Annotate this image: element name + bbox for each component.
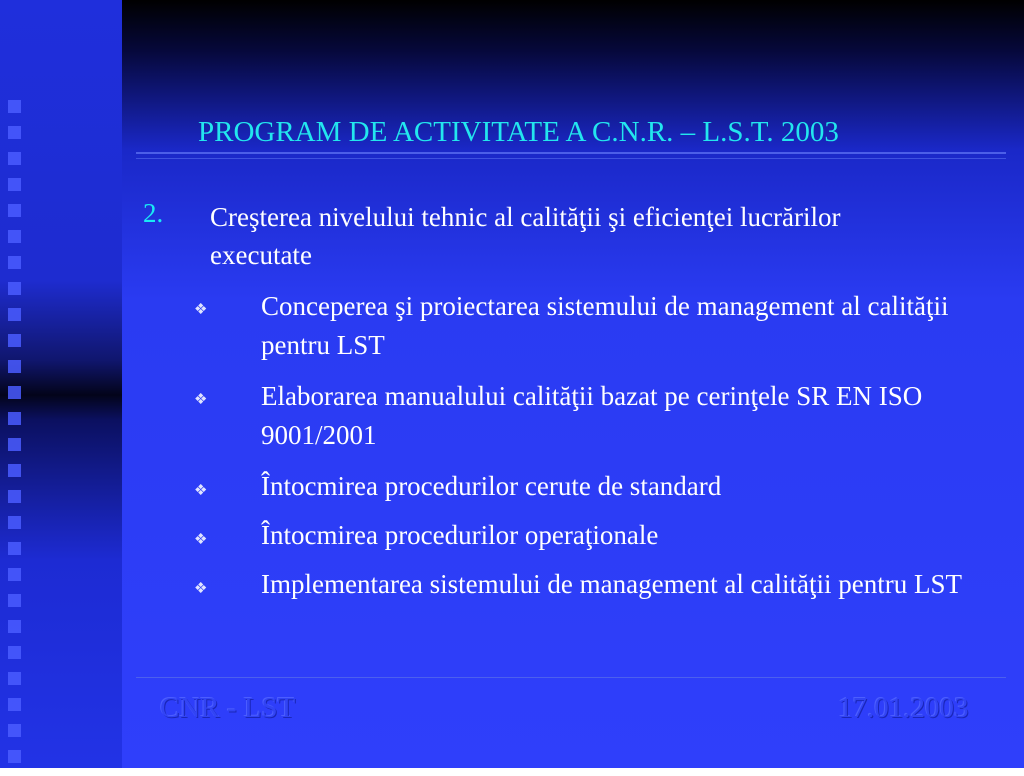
bullet-item: Conceperea şi proiectarea sistemului de management al calităţii pentru LST	[261, 291, 949, 360]
diamond-bullet-icon: ❖	[194, 483, 208, 499]
diamond-bullet-icon: ❖	[194, 392, 208, 408]
left-decorative-band	[0, 0, 122, 768]
slide-title: PROGRAM DE ACTIVITATE A C.N.R. – L.S.T. 2003	[198, 116, 839, 148]
footer-date: 17.01.2003	[838, 692, 969, 724]
diamond-bullet-icon: ❖	[194, 581, 208, 597]
bullet-item: Întocmirea procedurilor cerute de standard	[261, 471, 722, 501]
bullet-item: Elaborarea manualului calităţii bazat pe cerinţele SR EN ISO 9001/2001	[261, 381, 923, 450]
item-text: Creşterea nivelului tehnic al calităţii şi eficienţei lucrărilor executate	[210, 202, 841, 270]
diamond-bullet-icon: ❖	[194, 532, 208, 548]
title-rule-thin	[136, 158, 1006, 159]
decorative-squares	[8, 100, 22, 776]
bullet-item: Întocmirea procedurilor operaţionale	[261, 520, 659, 550]
footer-left: CNR - LST	[160, 692, 296, 724]
footer-rule	[136, 677, 1006, 678]
bullet-item: Implementarea sistemului de management al calităţii pentru LST	[261, 569, 963, 599]
title-rule	[136, 152, 1006, 154]
item-number: 2.	[143, 198, 164, 228]
diamond-bullet-icon: ❖	[194, 302, 208, 318]
